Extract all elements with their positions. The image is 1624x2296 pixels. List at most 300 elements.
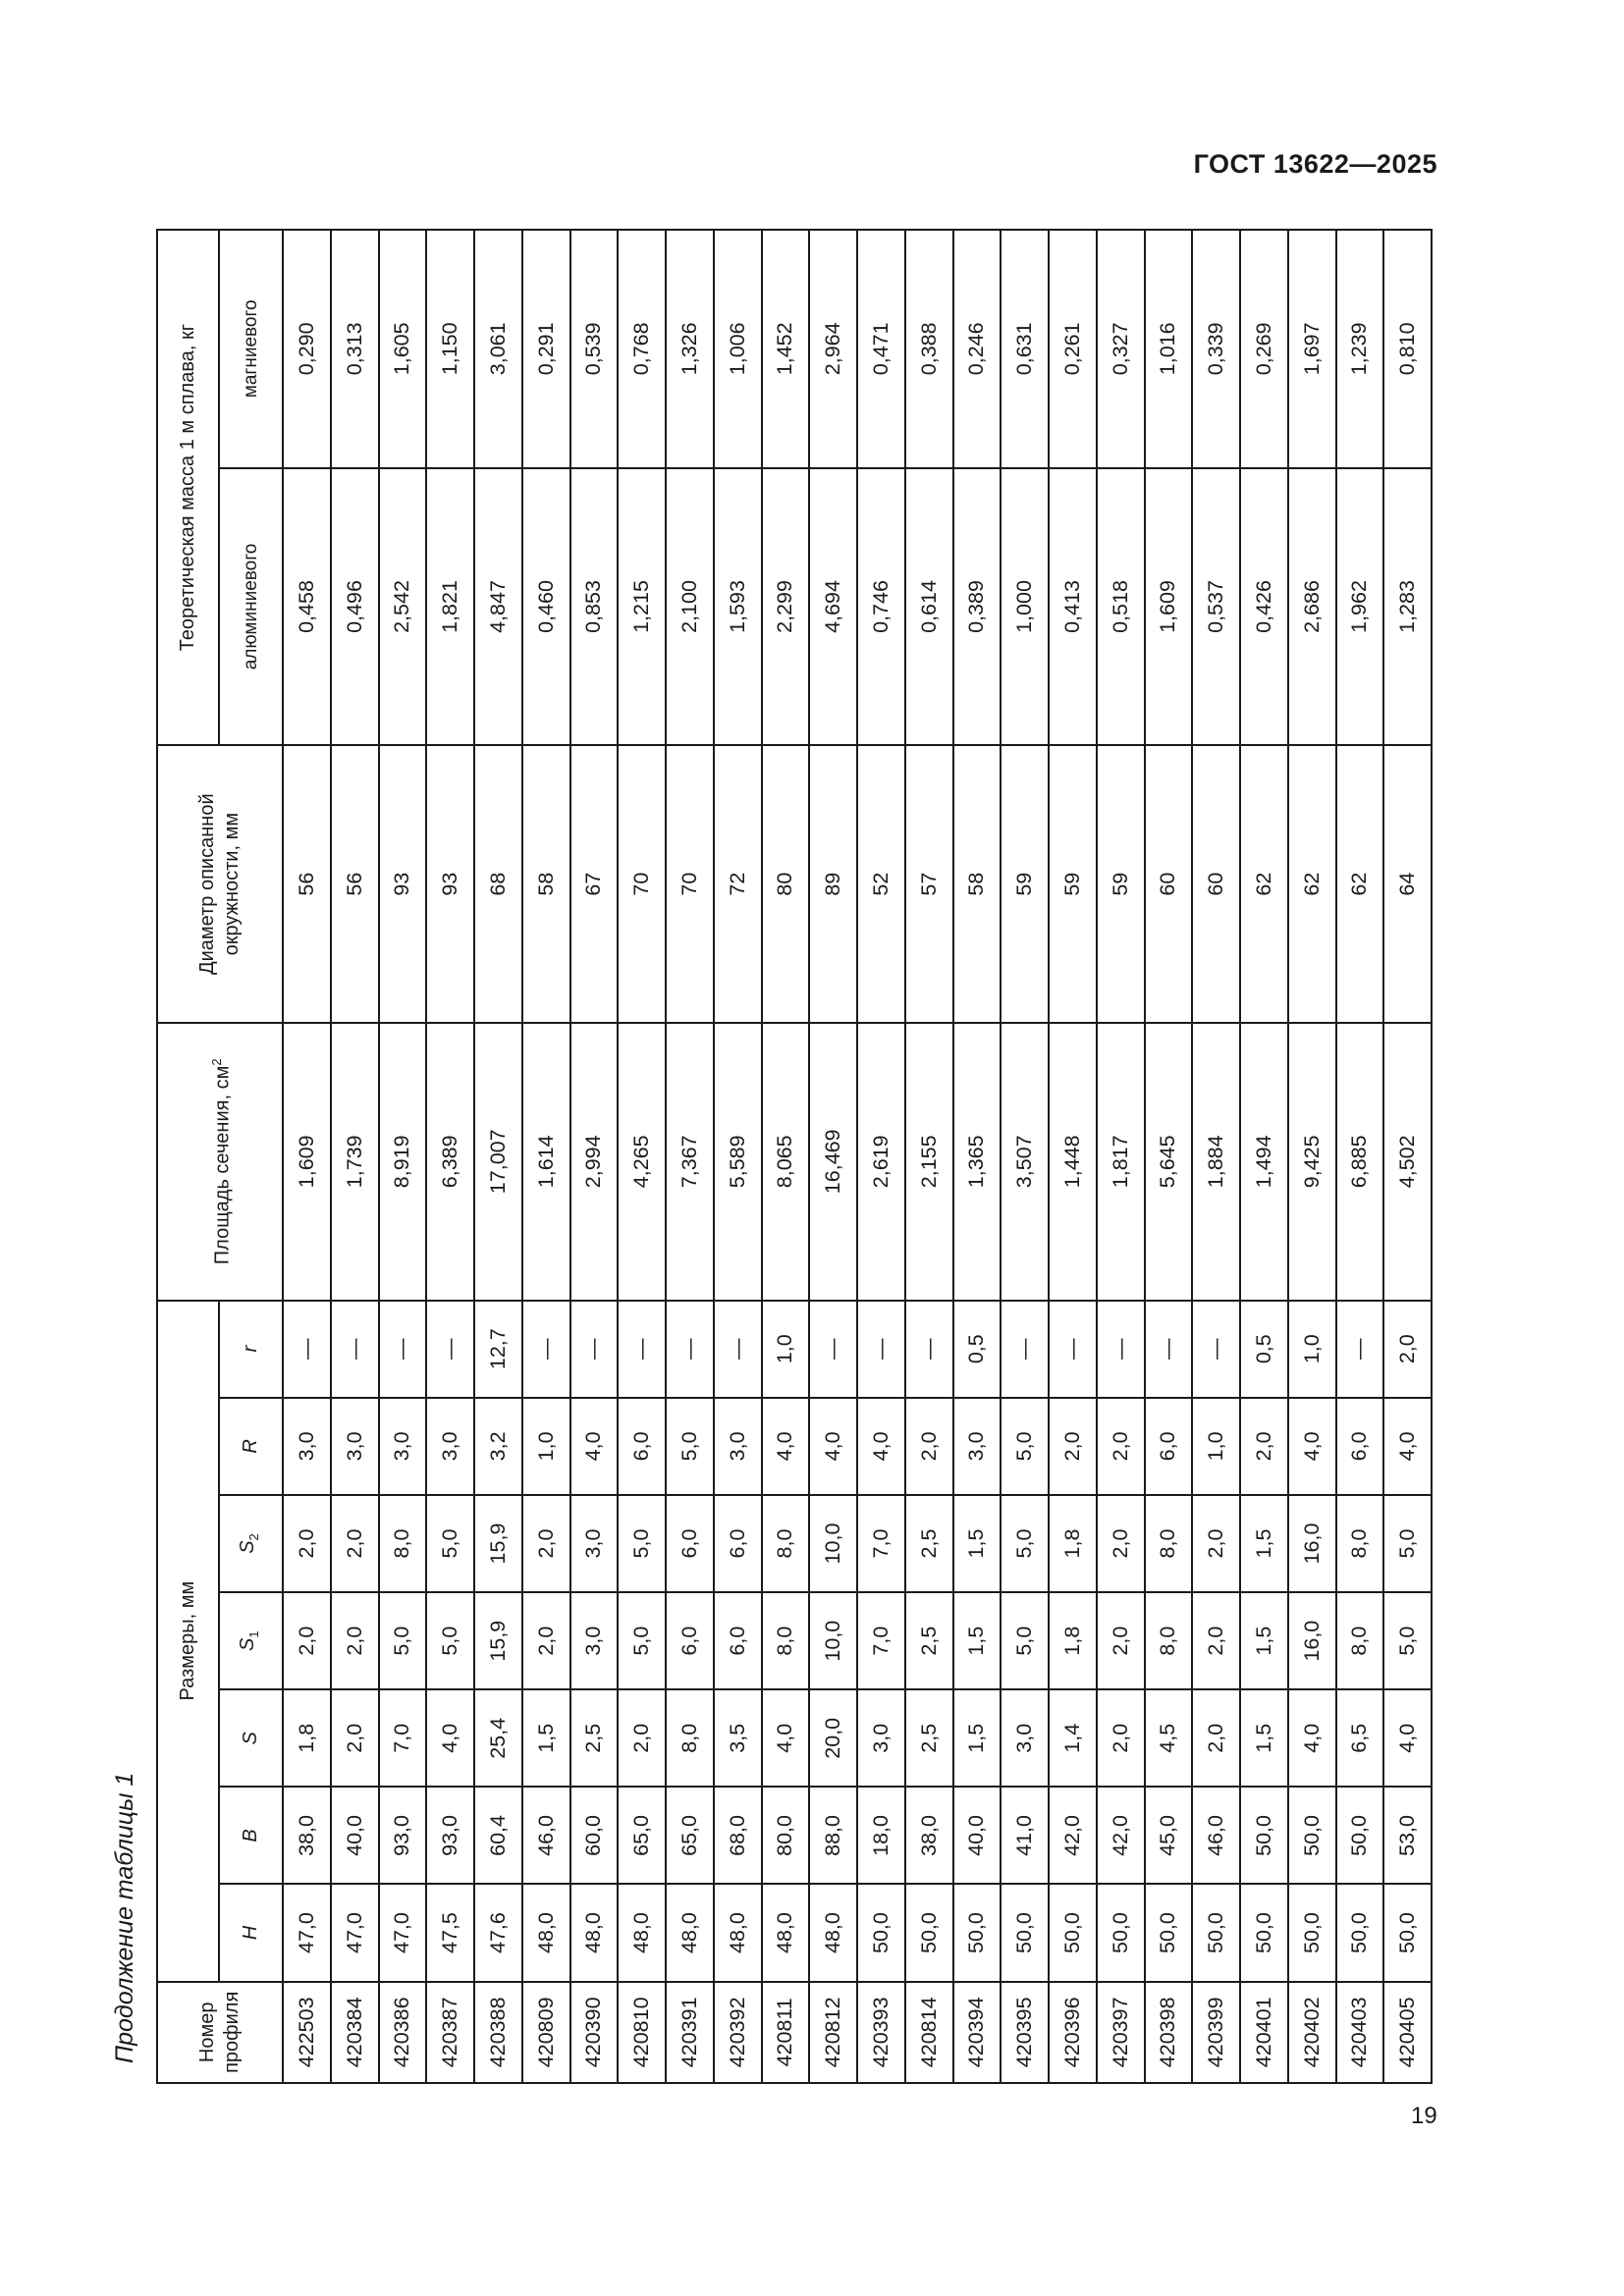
table-cell: 7,0 — [379, 1689, 427, 1787]
table-cell: 2,0 — [522, 1495, 570, 1592]
table-cell: 8,0 — [1145, 1592, 1193, 1689]
table-cell: 0,810 — [1383, 230, 1432, 468]
table-cell: 2,0 — [1097, 1398, 1145, 1495]
table-cell: 1,962 — [1336, 468, 1384, 746]
table-cell: 3,0 — [331, 1398, 379, 1495]
table-cell: 93,0 — [426, 1787, 474, 1884]
standard-code: ГОСТ 13622—2025 — [1193, 149, 1437, 179]
table-cell: 65,0 — [666, 1787, 714, 1884]
table-cell: 4,265 — [618, 1023, 666, 1301]
table-cell: 3,0 — [714, 1398, 762, 1495]
table-cell: 89 — [809, 745, 857, 1023]
table-cell: 1,494 — [1240, 1023, 1288, 1301]
table-cell: 50,0 — [1192, 1885, 1240, 1982]
header-profile-number: Номер профиля — [157, 1982, 283, 2083]
table-cell: — — [809, 1301, 857, 1398]
table-cell: 1,452 — [762, 230, 810, 468]
table-cell: 4,847 — [474, 468, 522, 746]
table-cell: 47,0 — [283, 1885, 331, 1982]
table-cell: 40,0 — [953, 1787, 1001, 1884]
table-cell: 420396 — [1049, 1982, 1097, 2083]
header-aluminum: алюминиевого — [219, 468, 283, 746]
table-cell: 50,0 — [1240, 1885, 1288, 1982]
table-cell: 25,4 — [474, 1689, 522, 1787]
table-cell: 80,0 — [762, 1787, 810, 1884]
table-cell: — — [905, 1301, 953, 1398]
table-cell: 10,0 — [809, 1592, 857, 1689]
table-cell: 0,458 — [283, 468, 331, 746]
table-row — [714, 230, 762, 2083]
table-cell: 60 — [1192, 745, 1240, 1023]
table-cell: 0,768 — [618, 230, 666, 468]
table-cell: 9,425 — [1288, 1023, 1336, 1301]
table-cell: 6,885 — [1336, 1023, 1384, 1301]
table-cell: 4,0 — [762, 1689, 810, 1787]
table-cell: 1,5 — [1240, 1689, 1288, 1787]
table-cell: 3,0 — [283, 1398, 331, 1495]
table-cell: 62 — [1288, 745, 1336, 1023]
table-cell: 0,261 — [1049, 230, 1097, 468]
table-cell: 2,0 — [522, 1592, 570, 1689]
table-cell: 4,0 — [570, 1398, 619, 1495]
table-cell: 64 — [1383, 745, 1432, 1023]
table-cell: 2,0 — [283, 1495, 331, 1592]
table-cell: 6,0 — [618, 1398, 666, 1495]
header-magnesium: магниевого — [219, 230, 283, 468]
table-cell: 420402 — [1288, 1982, 1336, 2083]
table-cell: 4,0 — [1288, 1689, 1336, 1787]
table-cell: 0,388 — [905, 230, 953, 468]
table-cell: 4,0 — [1383, 1398, 1432, 1495]
table-cell: 0,290 — [283, 230, 331, 468]
table-cell: 1,000 — [1001, 468, 1049, 746]
table-cell: 8,0 — [379, 1495, 427, 1592]
table-cell: 1,8 — [1049, 1592, 1097, 1689]
table-row — [1383, 230, 1432, 2083]
table-cell: 1,239 — [1336, 230, 1384, 468]
table-cell: 8,919 — [379, 1023, 427, 1301]
table-cell: 420401 — [1240, 1982, 1288, 2083]
table-cell: 0,327 — [1097, 230, 1145, 468]
table-cell: 57 — [905, 745, 953, 1023]
table-cell: 0,389 — [953, 468, 1001, 746]
table-cell: 8,0 — [762, 1495, 810, 1592]
table-cell: 0,5 — [1240, 1301, 1288, 1398]
table-cell: 420387 — [426, 1982, 474, 2083]
table-cell: 4,694 — [809, 468, 857, 746]
table-cell: 18,0 — [857, 1787, 905, 1884]
table-cell: 16,0 — [1288, 1495, 1336, 1592]
table-row — [666, 230, 714, 2083]
table-cell: 47,5 — [426, 1885, 474, 1982]
table-cell: 2,994 — [570, 1023, 619, 1301]
table-cell: 2,0 — [618, 1689, 666, 1787]
table-cell: 4,0 — [762, 1398, 810, 1495]
table-cell: 1,593 — [714, 468, 762, 746]
table-cell: 15,9 — [474, 1592, 522, 1689]
table-cell: 5,0 — [1001, 1495, 1049, 1592]
table-cell: 3,5 — [714, 1689, 762, 1787]
table-cell: 50,0 — [1049, 1885, 1097, 1982]
table-cell: 1,739 — [331, 1023, 379, 1301]
table-cell: 420388 — [474, 1982, 522, 2083]
table-cell: 3,0 — [570, 1495, 619, 1592]
table-cell: 4,0 — [1383, 1689, 1432, 1787]
table-row — [426, 230, 474, 2083]
table-cell: 72 — [714, 745, 762, 1023]
table-cell: 2,5 — [570, 1689, 619, 1787]
table-row — [1192, 230, 1240, 2083]
table-cell: 2,100 — [666, 468, 714, 746]
table-cell: 3,061 — [474, 230, 522, 468]
table-cell: 8,0 — [762, 1592, 810, 1689]
table-cell: 1,697 — [1288, 230, 1336, 468]
table-cell: — — [1145, 1301, 1193, 1398]
table-cell: 59 — [1049, 745, 1097, 1023]
table-cell: 42,0 — [1049, 1787, 1097, 1884]
table-cell: 420405 — [1383, 1982, 1432, 2083]
table-cell: 58 — [953, 745, 1001, 1023]
table-row — [762, 230, 810, 2083]
table-cell: 1,4 — [1049, 1689, 1097, 1787]
table-cell: 15,9 — [474, 1495, 522, 1592]
table-cell: 50,0 — [1336, 1787, 1384, 1884]
header-S2: $S_2$ — [219, 1495, 283, 1592]
table-cell: — — [1097, 1301, 1145, 1398]
table-cell: 20,0 — [809, 1689, 857, 1787]
table-cell: 48,0 — [809, 1885, 857, 1982]
table-cell: 8,0 — [666, 1689, 714, 1787]
table-caption: Продолжение таблицы 1 — [111, 1772, 138, 2063]
table-cell: 1,8 — [1049, 1495, 1097, 1592]
table-cell: 420812 — [809, 1982, 857, 2083]
table-cell: 3,0 — [953, 1398, 1001, 1495]
table-cell: 420384 — [331, 1982, 379, 2083]
table-cell: 2,299 — [762, 468, 810, 746]
table-cell: 3,0 — [1001, 1689, 1049, 1787]
table-cell: 1,365 — [953, 1023, 1001, 1301]
table-cell: 48,0 — [714, 1885, 762, 1982]
table-cell: 48,0 — [762, 1885, 810, 1982]
table-cell: 62 — [1336, 745, 1384, 1023]
table-row — [857, 230, 905, 2083]
table-cell: 67 — [570, 745, 619, 1023]
table-cell: 47,6 — [474, 1885, 522, 1982]
table-cell: — — [714, 1301, 762, 1398]
table-row — [1240, 230, 1288, 2083]
table-cell: 1,326 — [666, 230, 714, 468]
table-cell: 88,0 — [809, 1787, 857, 1884]
table-cell: 2,0 — [1192, 1689, 1240, 1787]
table-row — [1145, 230, 1193, 2083]
table-row — [379, 230, 427, 2083]
table-cell: — — [379, 1301, 427, 1398]
table-cell: 5,0 — [618, 1495, 666, 1592]
table-cell: 5,0 — [1383, 1592, 1432, 1689]
table-cell: 0,339 — [1192, 230, 1240, 468]
table-row — [283, 230, 331, 2083]
header-S: S — [219, 1689, 283, 1787]
table-body — [283, 230, 1432, 2083]
table-cell: 38,0 — [905, 1787, 953, 1884]
table-cell: 6,0 — [714, 1592, 762, 1689]
table-cell: — — [283, 1301, 331, 1398]
table-cell: 5,0 — [426, 1592, 474, 1689]
table-row — [1001, 230, 1049, 2083]
table-cell: 7,367 — [666, 1023, 714, 1301]
table-cell: 2,0 — [283, 1592, 331, 1689]
table-cell: 45,0 — [1145, 1787, 1193, 1884]
table-cell: 70 — [618, 745, 666, 1023]
table-cell: 5,589 — [714, 1023, 762, 1301]
table-cell: 420392 — [714, 1982, 762, 2083]
table-cell: 50,0 — [857, 1885, 905, 1982]
table-cell: — — [426, 1301, 474, 1398]
table-cell: 0,426 — [1240, 468, 1288, 746]
table-cell: 0,460 — [522, 468, 570, 746]
table-row — [1288, 230, 1336, 2083]
table-cell: 50,0 — [1240, 1787, 1288, 1884]
header-H: H — [219, 1885, 283, 1982]
table-cell: 2,0 — [1192, 1592, 1240, 1689]
table-cell: 1,5 — [953, 1689, 1001, 1787]
table-cell: 3,507 — [1001, 1023, 1049, 1301]
table-cell: 0,631 — [1001, 230, 1049, 468]
table-cell: 2,0 — [1240, 1398, 1288, 1495]
table-cell: 420814 — [905, 1982, 953, 2083]
table-cell: 6,0 — [1145, 1398, 1193, 1495]
table-cell: 50,0 — [1097, 1885, 1145, 1982]
table-cell: 420811 — [762, 1982, 810, 2083]
table-cell: 3,0 — [426, 1398, 474, 1495]
table-cell: 5,0 — [426, 1495, 474, 1592]
table-cell: 4,0 — [1288, 1398, 1336, 1495]
table-cell: 58 — [522, 745, 570, 1023]
table-cell: 5,0 — [379, 1592, 427, 1689]
table-cell: 420403 — [1336, 1982, 1384, 2083]
header-section-area: Площадь сечения, $см^2$ — [157, 1023, 283, 1301]
table-cell: 2,686 — [1288, 468, 1336, 746]
table-cell: 6,0 — [714, 1495, 762, 1592]
table-cell: 46,0 — [522, 1787, 570, 1884]
table-cell: 420393 — [857, 1982, 905, 2083]
table-cell: 420394 — [953, 1982, 1001, 2083]
table-cell: 1,5 — [953, 1495, 1001, 1592]
table-cell: 56 — [331, 745, 379, 1023]
table-cell: 3,0 — [379, 1398, 427, 1495]
table-row — [618, 230, 666, 2083]
table-cell: 1,609 — [1145, 468, 1193, 746]
table-cell: 10,0 — [809, 1495, 857, 1592]
table-cell: 420398 — [1145, 1982, 1193, 2083]
table-cell: 80 — [762, 745, 810, 1023]
table-cell: 50,0 — [1383, 1885, 1432, 1982]
table-row — [1049, 230, 1097, 2083]
table-cell: 6,0 — [1336, 1398, 1384, 1495]
table-row — [1097, 230, 1145, 2083]
table-cell: — — [1336, 1301, 1384, 1398]
table-cell: 47,0 — [379, 1885, 427, 1982]
table-cell: 2,0 — [331, 1689, 379, 1787]
table-cell: — — [331, 1301, 379, 1398]
table-cell: 65,0 — [618, 1787, 666, 1884]
table-cell: 8,0 — [1336, 1592, 1384, 1689]
table-cell: 52 — [857, 745, 905, 1023]
table-cell: 16,0 — [1288, 1592, 1336, 1689]
header-R: R — [219, 1398, 283, 1495]
table-row — [809, 230, 857, 2083]
table-row — [474, 230, 522, 2083]
table-cell: 1,821 — [426, 468, 474, 746]
table-cell: 59 — [1097, 745, 1145, 1023]
table-cell: 60,4 — [474, 1787, 522, 1884]
table-cell: 1,283 — [1383, 468, 1432, 746]
table-cell: 1,448 — [1049, 1023, 1097, 1301]
header-r: r — [219, 1301, 283, 1398]
table-cell: — — [618, 1301, 666, 1398]
table-cell: 0,496 — [331, 468, 379, 746]
table-cell: 2,0 — [1097, 1495, 1145, 1592]
table-cell: 62 — [1240, 745, 1288, 1023]
table-cell: 47,0 — [331, 1885, 379, 1982]
table-cell: 1,5 — [522, 1689, 570, 1787]
table-cell: 4,502 — [1383, 1023, 1432, 1301]
table-cell: 0,471 — [857, 230, 905, 468]
table-cell: 1,5 — [953, 1592, 1001, 1689]
table-cell: 1,0 — [1192, 1398, 1240, 1495]
table-cell: 50,0 — [953, 1885, 1001, 1982]
table-cell: 50,0 — [1288, 1787, 1336, 1884]
table-cell: 17,007 — [474, 1023, 522, 1301]
table-cell: 0,539 — [570, 230, 619, 468]
table-cell: 420397 — [1097, 1982, 1145, 2083]
table-cell: 1,884 — [1192, 1023, 1240, 1301]
table-cell: 46,0 — [1192, 1787, 1240, 1884]
table-cell: 48,0 — [666, 1885, 714, 1982]
table-cell: 1,5 — [1240, 1592, 1288, 1689]
table-cell: 59 — [1001, 745, 1049, 1023]
table-cell: 420399 — [1192, 1982, 1240, 2083]
table-cell: 8,0 — [1145, 1495, 1193, 1592]
table-cell: 1,817 — [1097, 1023, 1145, 1301]
table-cell: 3,0 — [570, 1592, 619, 1689]
table-row — [1336, 230, 1384, 2083]
table-cell: 38,0 — [283, 1787, 331, 1884]
table-cell: 50,0 — [1336, 1885, 1384, 1982]
table-cell: 5,0 — [618, 1592, 666, 1689]
table-cell: 6,0 — [666, 1495, 714, 1592]
table-cell: 2,964 — [809, 230, 857, 468]
table-cell: 2,542 — [379, 468, 427, 746]
table-row — [570, 230, 619, 2083]
table-cell: 8,0 — [1336, 1495, 1384, 1592]
table-cell: 48,0 — [570, 1885, 619, 1982]
table-cell: 4,0 — [857, 1398, 905, 1495]
table-cell: 8,065 — [762, 1023, 810, 1301]
table-cell: 1,0 — [1288, 1301, 1336, 1398]
table-cell: 1,5 — [1240, 1495, 1288, 1592]
table-cell: 93,0 — [379, 1787, 427, 1884]
table-cell: — — [857, 1301, 905, 1398]
header-circumscribed-diameter: Диаметр описанной окружности, мм — [157, 745, 283, 1023]
table-cell: 48,0 — [618, 1885, 666, 1982]
table-cell: 2,0 — [1097, 1689, 1145, 1787]
table-cell: 6,389 — [426, 1023, 474, 1301]
table-cell: — — [1192, 1301, 1240, 1398]
table-cell: 422503 — [283, 1982, 331, 2083]
table-cell: 0,269 — [1240, 230, 1288, 468]
header-theoretical-mass: Теоретическая масса 1 м сплава, кг — [157, 230, 219, 745]
table-cell: 1,016 — [1145, 230, 1193, 468]
profiles-table-container — [156, 229, 1433, 2084]
table-cell: 2,0 — [331, 1592, 379, 1689]
table-cell: 41,0 — [1001, 1787, 1049, 1884]
table-cell: 2,0 — [331, 1495, 379, 1592]
table-cell: 420395 — [1001, 1982, 1049, 2083]
table-cell: 1,609 — [283, 1023, 331, 1301]
table-cell: 50,0 — [1145, 1885, 1193, 1982]
table-cell: 3,0 — [857, 1689, 905, 1787]
table-cell: 2,0 — [1097, 1592, 1145, 1689]
table-cell: 1,614 — [522, 1023, 570, 1301]
table-cell: 0,246 — [953, 230, 1001, 468]
table-cell: 0,413 — [1049, 468, 1097, 746]
table-cell: 0,5 — [953, 1301, 1001, 1398]
table-cell: 40,0 — [331, 1787, 379, 1884]
table-cell: — — [1049, 1301, 1097, 1398]
table-cell: 2,5 — [905, 1689, 953, 1787]
table-cell: 0,537 — [1192, 468, 1240, 746]
profiles-table — [156, 229, 1433, 2084]
table-cell: 0,746 — [857, 468, 905, 746]
table-cell: 3,2 — [474, 1398, 522, 1495]
page-number: 19 — [1411, 2103, 1437, 2129]
header-dimensions: Размеры, мм — [157, 1301, 219, 1982]
table-cell: 93 — [379, 745, 427, 1023]
table-cell: 1,0 — [522, 1398, 570, 1495]
table-cell: 0,313 — [331, 230, 379, 468]
table-cell: 0,518 — [1097, 468, 1145, 746]
table-cell: 93 — [426, 745, 474, 1023]
table-cell: 1,0 — [762, 1301, 810, 1398]
table-cell: 60,0 — [570, 1787, 619, 1884]
table-cell: 2,0 — [1383, 1301, 1432, 1398]
table-cell: 7,0 — [857, 1592, 905, 1689]
table-cell: 48,0 — [522, 1885, 570, 1982]
table-cell: 2,5 — [905, 1495, 953, 1592]
table-cell: 5,645 — [1145, 1023, 1193, 1301]
table-cell: 0,291 — [522, 230, 570, 468]
table-cell: 2,0 — [1049, 1398, 1097, 1495]
table-cell: 42,0 — [1097, 1787, 1145, 1884]
table-cell: 4,0 — [426, 1689, 474, 1787]
table-cell: 420390 — [570, 1982, 619, 2083]
table-cell: 6,0 — [666, 1592, 714, 1689]
table-cell: 0,614 — [905, 468, 953, 746]
table-cell: 2,0 — [1192, 1495, 1240, 1592]
header-B: B — [219, 1787, 283, 1884]
table-row — [522, 230, 570, 2083]
table-cell: 16,469 — [809, 1023, 857, 1301]
table-cell: — — [1001, 1301, 1049, 1398]
table-cell: 1,006 — [714, 230, 762, 468]
table-cell: 70 — [666, 745, 714, 1023]
table-cell: 2,155 — [905, 1023, 953, 1301]
table-cell: 56 — [283, 745, 331, 1023]
table-cell: 420391 — [666, 1982, 714, 2083]
table-cell: — — [666, 1301, 714, 1398]
table-cell: 12,7 — [474, 1301, 522, 1398]
